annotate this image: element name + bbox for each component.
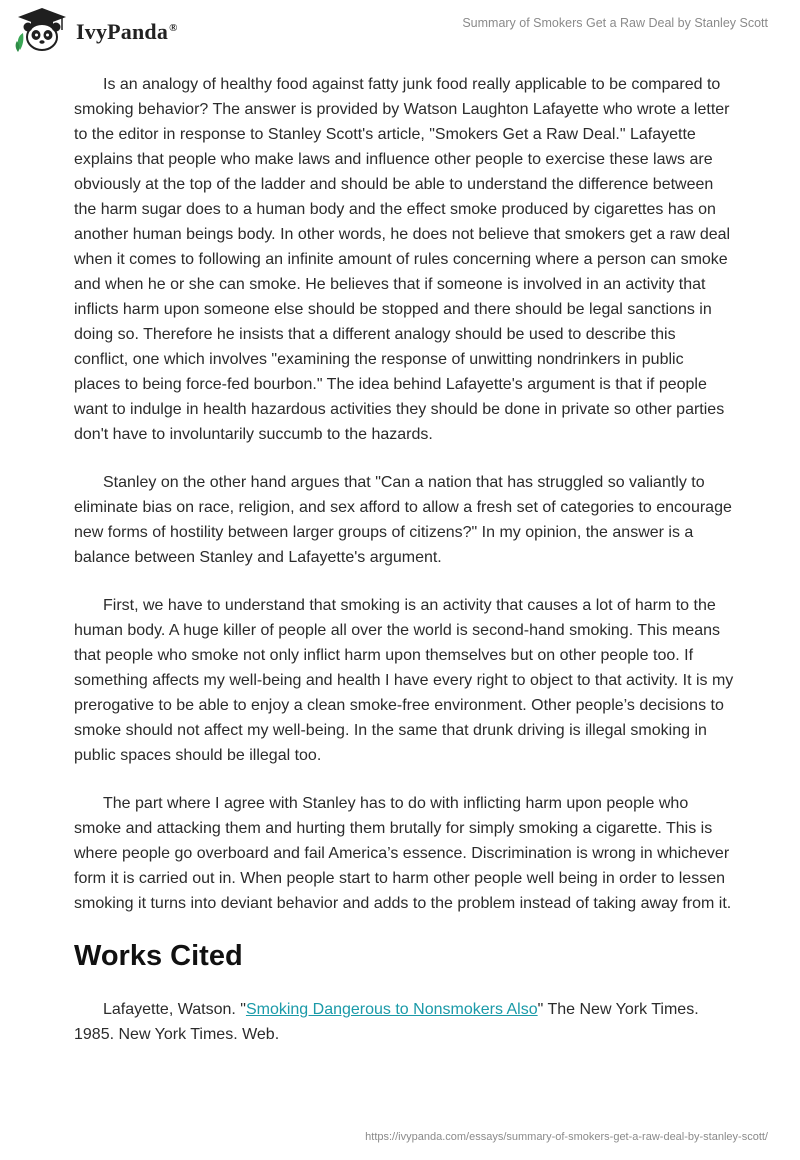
paragraph: First, we have to understand that smoking is an activity that causes a lot of harm to the human body. A huge killer of people all over the world is second-hand smoking. This means that people who smoke not only inflict harm upon themselves but on other people too. If something affects my well-being and health I have every right to object to that activity. It is my prerogative to be able to enjoy a clean smoke-free environment. Other people’s decisions to smoke should not affect my well-being. In the same that drunk driving is illegal smoking in public spaces should be illegal too. [74,597,734,764]
works-cited-heading: Works Cited [74,940,243,972]
citation-entry [74,997,734,1047]
panda-logo-icon [14,6,70,54]
page-header [0,0,800,60]
brand-logo[interactable] [14,6,178,54]
document-title: Summary of Smokers Get a Raw Deal by Stanley Scott [462,16,768,30]
citation-prefix: Lafayette, Watson. " [103,1001,246,1018]
registered-mark: ® [169,21,178,34]
citation-suffix: " The New York Times. 1985. New York Times. Web. [74,1001,699,1043]
paragraph: Stanley on the other hand argues that "Can a nation that has struggled so valiantly to eliminate bias on race, religion, and sex afford to allow a fresh set of categories to encourage new forms of hostility between larger groups of citizens?" In my opinion, the answer is a balance between Stanley and Lafayette's argument. [74,474,732,566]
citation-link[interactable]: Smoking Dangerous to Nonsmokers Also [245,1001,538,1018]
paragraph: The part where I agree with Stanley has to do with inflicting harm upon people who smoke and attacking them and hurting them brutally for simply smoking a cigarette. This is where people go overboard and fail America’s essence. Discrimination is wrong in whichever form it is carried out in. When people start to harm other people well being in order to lessen smoking it turns into deviant behavior and adds to the problem instead of taking away from it. [74,795,732,912]
paragraph: Is an analogy of healthy food against fatty junk food really applicable to be compared to smoking behavior? The answer is provided by Watson Laughton Lafayette who wrote a letter to the editor in response to Stanley Scott's article, "Smokers Get a Raw Deal." Lafayette explains that people who make laws and influence other people to exercise these laws are obviously at the top of the ladder and should be able to understand the difference between the harm sugar does to a human body and the effect smoke produced by cigarettes has on another human beings body. In other words, he does not believe that smokers get a raw deal when it comes to following an infinite amount of rules concerning where a person can smoke and when he or she can smoke. He believes that if someone is involved in an activity that inflicts harm upon someone else should be stopped and there should be legal sanctions in doing so. Therefore he insists that a different analogy should be used to describe this conflict, one which involves "examining the response of unwitting nondrinkers in public places to being force-fed bourbon." The idea behind Lafayette's argument is that if people want to indulge in health hazardous activities they should be done in private so other parties don't have to involuntarily succumb to the hazards. [74,76,731,443]
page-url: https://ivypanda.com/essays/summary-of-smokers-get-a-raw-deal-by-stanley-scott/ [365,1131,768,1143]
brand-name: IvyPanda® [76,19,178,44]
essay-body [74,72,734,1070]
